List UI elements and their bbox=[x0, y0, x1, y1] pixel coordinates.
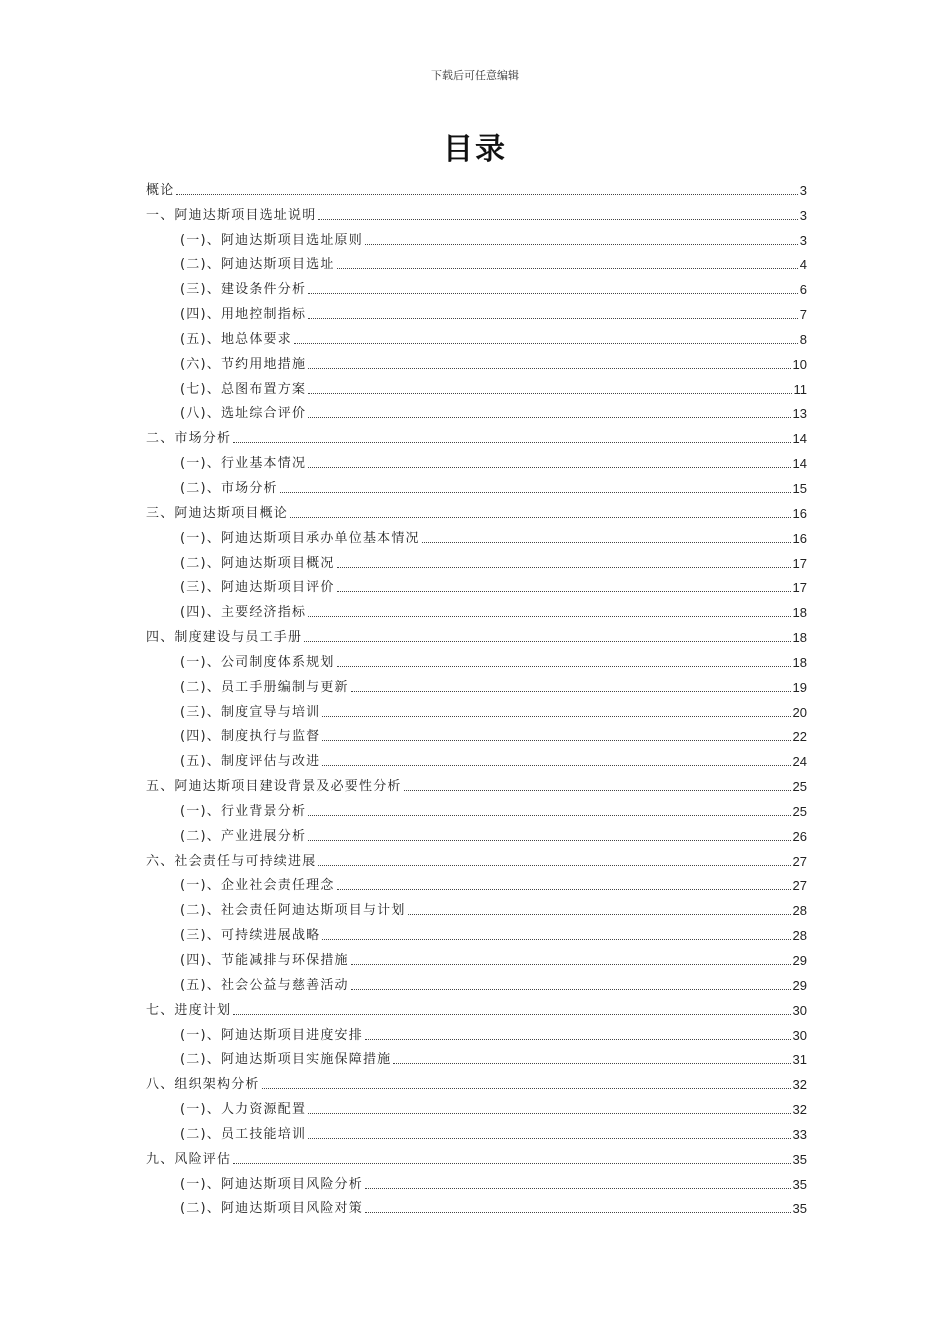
toc-page-number: 32 bbox=[792, 1102, 807, 1118]
toc-page-number: 33 bbox=[792, 1126, 807, 1142]
toc-entry-label: 一、阿迪达斯项目选址说明 bbox=[146, 207, 317, 223]
toc-entry[interactable] bbox=[146, 795, 807, 820]
toc-entry[interactable] bbox=[146, 472, 807, 497]
toc-dot-leader bbox=[308, 840, 790, 841]
toc-entry[interactable] bbox=[146, 373, 807, 398]
toc-dot-leader bbox=[408, 914, 791, 915]
toc-entry[interactable] bbox=[146, 944, 807, 969]
toc-page-number: 25 bbox=[792, 779, 807, 795]
toc-dot-leader bbox=[322, 740, 790, 741]
toc-entry-label: (三)、制度宣导与培训 bbox=[180, 704, 321, 720]
toc-entry[interactable] bbox=[146, 919, 807, 944]
toc-page-number: 4 bbox=[799, 257, 807, 273]
toc-page-number: 26 bbox=[792, 828, 807, 844]
toc-entry-label: (四)、用地控制指标 bbox=[180, 307, 307, 323]
toc-page-number: 16 bbox=[792, 505, 807, 521]
toc-page-number: 30 bbox=[792, 1002, 807, 1018]
toc-page-number: 10 bbox=[792, 356, 807, 372]
toc-dot-leader bbox=[308, 616, 790, 617]
toc-entry-label: (五)、制度评估与改进 bbox=[180, 754, 321, 770]
toc-entry[interactable] bbox=[146, 1019, 807, 1044]
toc-entry[interactable] bbox=[146, 969, 807, 994]
toc-entry[interactable] bbox=[146, 671, 807, 696]
toc-entry-label: (七)、总图布置方案 bbox=[180, 381, 307, 397]
toc-dot-leader bbox=[308, 815, 790, 816]
toc-entry-label: 四、制度建设与员工手册 bbox=[146, 630, 303, 646]
toc-entry-label: (三)、阿迪达斯项目评价 bbox=[180, 580, 335, 596]
toc-entry-label: (三)、建设条件分析 bbox=[180, 282, 307, 298]
toc-dot-leader bbox=[393, 1063, 790, 1064]
page-header: 下载后可任意编辑 bbox=[431, 69, 519, 82]
toc-page-number: 22 bbox=[792, 729, 807, 745]
toc-entry-label: (一)、阿迪达斯项目选址原则 bbox=[180, 232, 363, 248]
toc-entry[interactable] bbox=[146, 1068, 807, 1093]
toc-dot-leader bbox=[318, 865, 790, 866]
toc-page-number: 11 bbox=[793, 381, 807, 397]
toc-entry[interactable] bbox=[146, 745, 807, 770]
toc-entry-label: (一)、阿迪达斯项目进度安排 bbox=[180, 1027, 363, 1043]
toc-dot-leader bbox=[308, 393, 791, 394]
toc-entry[interactable] bbox=[146, 621, 807, 646]
toc-entry-label: (一)、阿迪达斯项目承办单位基本情况 bbox=[180, 530, 420, 546]
toc-entry[interactable] bbox=[146, 323, 807, 348]
toc-dot-leader bbox=[318, 219, 797, 220]
toc-page-number: 35 bbox=[792, 1151, 807, 1167]
toc-page-number: 32 bbox=[792, 1077, 807, 1093]
toc-entry-label: 六、社会责任与可持续进展 bbox=[146, 853, 317, 869]
toc-dot-leader bbox=[233, 1014, 790, 1015]
toc-entry-label: (四)、主要经济指标 bbox=[180, 605, 307, 621]
toc-page-number: 15 bbox=[792, 480, 807, 496]
toc-dot-leader bbox=[233, 1163, 790, 1164]
toc-entry[interactable] bbox=[146, 199, 807, 224]
toc-page-number: 16 bbox=[792, 530, 807, 546]
toc-entry-label: (二)、阿迪达斯项目实施保障措施 bbox=[180, 1052, 392, 1068]
toc-entry[interactable] bbox=[146, 398, 807, 423]
toc-entry-label: (四)、节能减排与环保措施 bbox=[180, 953, 349, 968]
toc-page-number: 17 bbox=[792, 580, 807, 596]
toc-entry[interactable] bbox=[146, 249, 807, 274]
toc-dot-leader bbox=[308, 318, 798, 319]
toc-entry-label: (二)、市场分析 bbox=[180, 480, 278, 496]
toc-page-number: 8 bbox=[799, 331, 807, 347]
toc-page-number: 3 bbox=[799, 232, 807, 248]
toc-entry[interactable] bbox=[146, 646, 807, 671]
toc-entry[interactable] bbox=[146, 572, 807, 597]
toc-page-number: 35 bbox=[792, 1176, 807, 1192]
toc-dot-leader bbox=[337, 889, 791, 890]
toc-entry[interactable] bbox=[146, 447, 807, 472]
toc-page-number: 14 bbox=[792, 456, 807, 472]
toc-entry[interactable] bbox=[146, 845, 807, 870]
toc-entry-label: (一)、人力资源配置 bbox=[180, 1102, 307, 1118]
toc-entry[interactable] bbox=[146, 224, 807, 249]
toc-entry[interactable] bbox=[146, 770, 807, 795]
toc-page-number: 27 bbox=[792, 878, 807, 894]
toc-entry-label: (二)、员工技能培训 bbox=[180, 1126, 307, 1142]
toc-dot-leader bbox=[294, 343, 798, 344]
toc-dot-leader bbox=[337, 567, 791, 568]
toc-entry[interactable] bbox=[146, 894, 807, 919]
toc-page-number: 28 bbox=[792, 928, 807, 944]
toc-page-number: 30 bbox=[792, 1027, 807, 1043]
table-of-contents bbox=[146, 174, 807, 1217]
toc-entry-label: 二、市场分析 bbox=[146, 431, 232, 447]
toc-entry[interactable] bbox=[146, 1118, 807, 1143]
toc-entry[interactable] bbox=[146, 596, 807, 621]
toc-page-number: 3 bbox=[799, 207, 807, 223]
toc-entry[interactable] bbox=[146, 870, 807, 895]
toc-entry-label: (六)、节约用地措施 bbox=[180, 356, 307, 372]
toc-entry-label: 三、阿迪达斯项目概论 bbox=[146, 505, 289, 521]
toc-dot-leader bbox=[365, 1039, 791, 1040]
toc-dot-leader bbox=[308, 1138, 790, 1139]
toc-entry[interactable] bbox=[146, 422, 807, 447]
toc-dot-leader bbox=[365, 244, 798, 245]
toc-entry-label: (一)、行业背景分析 bbox=[180, 803, 307, 819]
toc-entry-label: 五、阿迪达斯项目建设背景及必要性分析 bbox=[146, 779, 402, 795]
toc-dot-leader bbox=[322, 765, 790, 766]
toc-dot-leader bbox=[308, 417, 790, 418]
toc-page-number: 18 bbox=[792, 605, 807, 621]
toc-dot-leader bbox=[322, 716, 790, 717]
toc-page-number: 31 bbox=[792, 1052, 807, 1068]
toc-dot-leader bbox=[308, 1113, 790, 1114]
toc-entry-label: 概论 bbox=[146, 182, 175, 198]
toc-page-number: 14 bbox=[792, 431, 807, 447]
toc-entry-label: (四)、制度执行与监督 bbox=[180, 729, 321, 745]
toc-page-number: 29 bbox=[792, 953, 807, 968]
toc-page-number: 18 bbox=[792, 630, 807, 646]
toc-dot-leader bbox=[365, 1212, 791, 1213]
toc-page-number: 20 bbox=[792, 704, 807, 720]
toc-entry-label: 七、进度计划 bbox=[146, 1002, 232, 1018]
toc-dot-leader bbox=[308, 467, 790, 468]
toc-dot-leader bbox=[322, 939, 790, 940]
toc-dot-leader bbox=[308, 368, 790, 369]
toc-entry-label: (一)、公司制度体系规划 bbox=[180, 654, 335, 670]
toc-entry[interactable] bbox=[146, 1168, 807, 1193]
toc-entry-label: (一)、阿迪达斯项目风险分析 bbox=[180, 1176, 363, 1192]
toc-dot-leader bbox=[233, 442, 790, 443]
toc-dot-leader bbox=[351, 989, 791, 990]
toc-entry[interactable] bbox=[146, 721, 807, 746]
toc-entry[interactable] bbox=[146, 994, 807, 1019]
toc-entry-label: (八)、选址综合评价 bbox=[180, 406, 307, 422]
toc-entry[interactable] bbox=[146, 547, 807, 572]
toc-entry-label: (一)、行业基本情况 bbox=[180, 456, 307, 472]
toc-entry[interactable] bbox=[146, 522, 807, 547]
toc-entry-label: (一)、企业社会责任理念 bbox=[180, 878, 335, 894]
toc-title: 目录 bbox=[443, 132, 507, 167]
toc-dot-leader bbox=[304, 641, 790, 642]
toc-entry[interactable] bbox=[146, 298, 807, 323]
toc-entry-label: (三)、可持续进展战略 bbox=[180, 928, 321, 944]
toc-entry-label: (二)、阿迪达斯项目风险对策 bbox=[180, 1201, 363, 1217]
toc-page-number: 7 bbox=[799, 307, 807, 323]
toc-dot-leader bbox=[351, 691, 791, 692]
toc-entry[interactable] bbox=[146, 696, 807, 721]
toc-entry[interactable] bbox=[146, 273, 807, 298]
toc-page-number: 6 bbox=[799, 282, 807, 298]
toc-page-number: 35 bbox=[792, 1201, 807, 1217]
toc-page-number: 3 bbox=[799, 182, 807, 198]
toc-dot-leader bbox=[351, 964, 791, 965]
toc-page-number: 29 bbox=[792, 977, 807, 993]
toc-entry-label: (二)、产业进展分析 bbox=[180, 828, 307, 844]
toc-entry-label: 八、组织架构分析 bbox=[146, 1077, 260, 1093]
toc-dot-leader bbox=[404, 790, 791, 791]
toc-page-number: 25 bbox=[792, 803, 807, 819]
toc-entry-label: (二)、社会责任阿迪达斯项目与计划 bbox=[180, 903, 406, 919]
toc-entry[interactable] bbox=[146, 1093, 807, 1118]
toc-entry-label: (五)、地总体要求 bbox=[180, 331, 292, 347]
toc-dot-leader bbox=[422, 542, 791, 543]
toc-entry[interactable] bbox=[146, 174, 807, 199]
toc-dot-leader bbox=[262, 1088, 791, 1089]
toc-entry[interactable] bbox=[146, 820, 807, 845]
toc-page-number: 13 bbox=[792, 406, 807, 422]
toc-entry[interactable] bbox=[146, 348, 807, 373]
toc-entry[interactable] bbox=[146, 1193, 807, 1218]
toc-entry[interactable] bbox=[146, 1143, 807, 1168]
toc-page-number: 17 bbox=[792, 555, 807, 571]
toc-entry-label: (二)、阿迪达斯项目概况 bbox=[180, 555, 335, 571]
toc-dot-leader bbox=[280, 492, 791, 493]
toc-entry[interactable] bbox=[146, 1044, 807, 1069]
toc-dot-leader bbox=[308, 293, 798, 294]
toc-page-number: 24 bbox=[792, 754, 807, 770]
toc-dot-leader bbox=[290, 517, 791, 518]
toc-entry-label: (二)、员工手册编制与更新 bbox=[180, 679, 349, 695]
toc-dot-leader bbox=[176, 194, 797, 195]
toc-entry-label: (二)、阿迪达斯项目选址 bbox=[180, 257, 335, 273]
toc-page-number: 18 bbox=[792, 654, 807, 670]
toc-dot-leader bbox=[337, 591, 791, 592]
toc-entry-label: 九、风险评估 bbox=[146, 1151, 232, 1167]
toc-dot-leader bbox=[365, 1188, 791, 1189]
toc-page-number: 27 bbox=[792, 853, 807, 869]
toc-page-number: 28 bbox=[792, 903, 807, 919]
toc-dot-leader bbox=[337, 268, 798, 269]
toc-dot-leader bbox=[337, 666, 791, 667]
toc-entry[interactable] bbox=[146, 497, 807, 522]
toc-page-number: 19 bbox=[792, 679, 807, 695]
toc-entry-label: (五)、社会公益与慈善活动 bbox=[180, 977, 349, 993]
